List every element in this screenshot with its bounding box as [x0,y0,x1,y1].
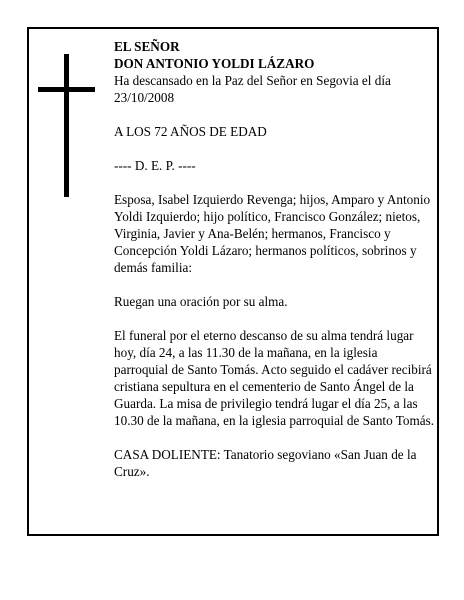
prayer-request: Ruegan una oración por su alma. [114,294,288,309]
age-line: A LOS 72 AÑOS DE EDAD [114,124,267,139]
obituary-text [114,38,434,480]
death-announcement: Ha descansado en la Paz del Señor en Segovia el día 23/10/2008 [114,73,391,105]
deceased-name: DON ANTONIO YOLDI LÁZARO [114,56,315,71]
funeral-home: CASA DOLIENTE: Tanatorio segoviano «San Juan de la Cruz». [114,447,417,479]
family-paragraph: Esposa, Isabel Izquierdo Revenga; hijos, Amparo y Antonio Yoldi Izquierdo; hijo político, Francisco González; nietos, Virginia, Javier y Ana-Belén; hermanos, Francisco y Concepción Yoldi Lázaro; hermanos políticos, sobrinos y demás familia: [114,192,431,275]
funeral-paragraph: El funeral por el eterno descanso de su alma tendrá lugar hoy, día 24, a las 11.30 de la mañana, en la iglesia parroquial de Santo Tomás. Acto seguido el cadáver recibirá cristiana sepultura en el cementerio de Santo Ángel de la Guarda. La misa de privilegio tendrá lugar el día 25, a las 10.30 de la mañana, en la iglesia parroquial de Santo Tomás. [114,328,435,428]
cross-horizontal-bar [38,87,95,92]
rip-line: ---- D. E. P. ---- [114,158,196,173]
cross-vertical-bar [64,54,69,197]
deceased-title: EL SEÑOR [114,39,180,54]
